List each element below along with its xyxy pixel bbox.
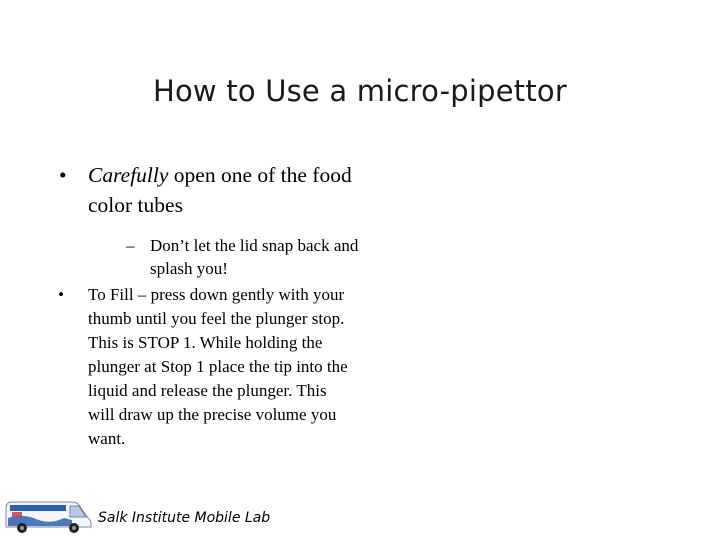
sub-bullet-text: Don’t let the lid snap back and splash you! <box>150 236 359 278</box>
footer <box>0 494 320 540</box>
bullet-item <box>58 160 358 280</box>
sub-bullet-marker: – <box>126 236 135 255</box>
bullet-marker: • <box>59 163 67 187</box>
sub-bullet-item <box>88 234 380 280</box>
bullet-emphasis: Carefully <box>88 163 169 187</box>
bullet-text <box>88 163 352 217</box>
bullet-list <box>58 160 358 451</box>
bullet-body: open one of the food color tubes <box>88 163 352 217</box>
slide-title: How to Use a micro-pipettor <box>152 74 567 108</box>
bullet-item <box>58 283 350 451</box>
bullet-text: To Fill – press down gently with your thumb until you feel the plunger stop. This is STOP 1. While holding the plunger at Stop 1 place the tip into the liquid and release the plunger. This will draw up the precise volume you want. <box>88 285 348 448</box>
bullet-marker: • <box>58 285 64 304</box>
footer-label: Salk Institute Mobile Lab <box>98 510 271 526</box>
mobile-lab-van-icon <box>2 496 94 536</box>
